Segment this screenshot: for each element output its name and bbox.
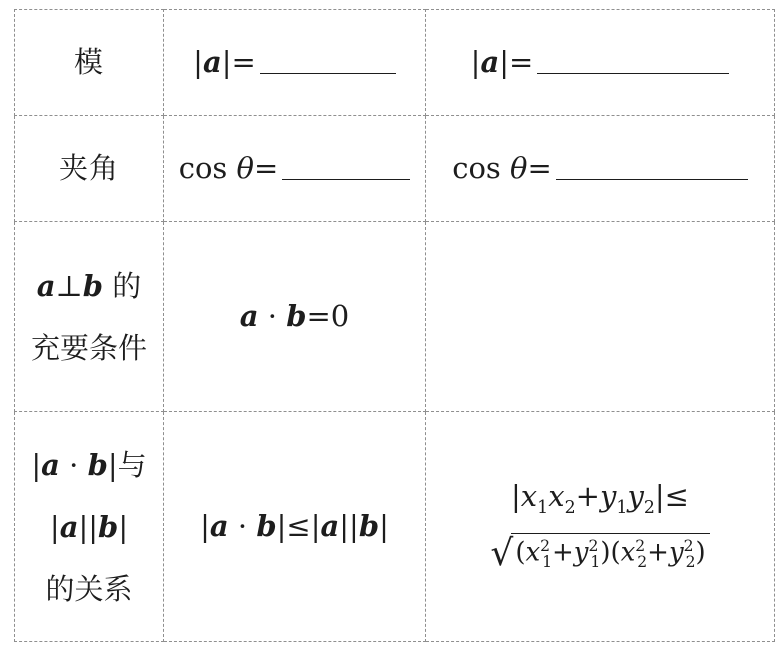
row-label-modulus: 模	[15, 10, 164, 116]
vector-properties-table	[14, 9, 775, 642]
answer-blank[interactable]	[260, 45, 396, 74]
cell-perpendicular-col1	[164, 222, 426, 412]
row-label-relation	[15, 412, 164, 642]
formula-modulus-col1: |a|=	[193, 44, 256, 79]
sqrt-expression	[490, 533, 709, 575]
row-label-angle: 夹角	[15, 116, 164, 222]
table-row-angle	[15, 116, 775, 222]
cell-modulus-col2	[426, 10, 775, 116]
formula-modulus-col2: |a|=	[470, 44, 534, 79]
label-line: a⊥b 的	[36, 268, 142, 303]
cell-relation-col1	[164, 412, 426, 642]
formula-angle-col2: cos θ=	[452, 150, 552, 185]
label-line: 充要条件	[30, 330, 147, 365]
formula-relation-line1: $|x_1x_2+y_1y_2|\le$	[511, 478, 689, 518]
cell-angle-col1	[164, 116, 426, 222]
sqrt-sign-icon: √	[490, 533, 514, 575]
cell-perpendicular-col2[interactable]	[426, 222, 775, 412]
cell-angle-col2	[426, 116, 775, 222]
table-row-perpendicular	[15, 222, 775, 412]
answer-blank[interactable]	[556, 151, 748, 180]
cell-modulus-col1	[164, 10, 426, 116]
label-line: |a · b|与	[31, 447, 147, 482]
formula-angle-col1: cos θ=	[178, 150, 279, 185]
row-label-perpendicular	[15, 222, 164, 412]
table-row-modulus	[15, 10, 775, 116]
formula-relation-line2: $(x^2_1+y^2_1)(x^2_2+y^2_2)$	[511, 533, 709, 572]
answer-blank[interactable]	[282, 151, 410, 180]
cell-relation-col2	[426, 412, 775, 642]
answer-blank[interactable]	[537, 45, 729, 74]
label-line: 的关系	[45, 571, 133, 606]
table-row-relation	[15, 412, 775, 642]
formula-relation-col1: |a · b|≤|a||b|	[200, 508, 389, 543]
label-line: |a||b|	[49, 509, 129, 544]
formula-perpendicular: a · b=0	[239, 298, 350, 333]
